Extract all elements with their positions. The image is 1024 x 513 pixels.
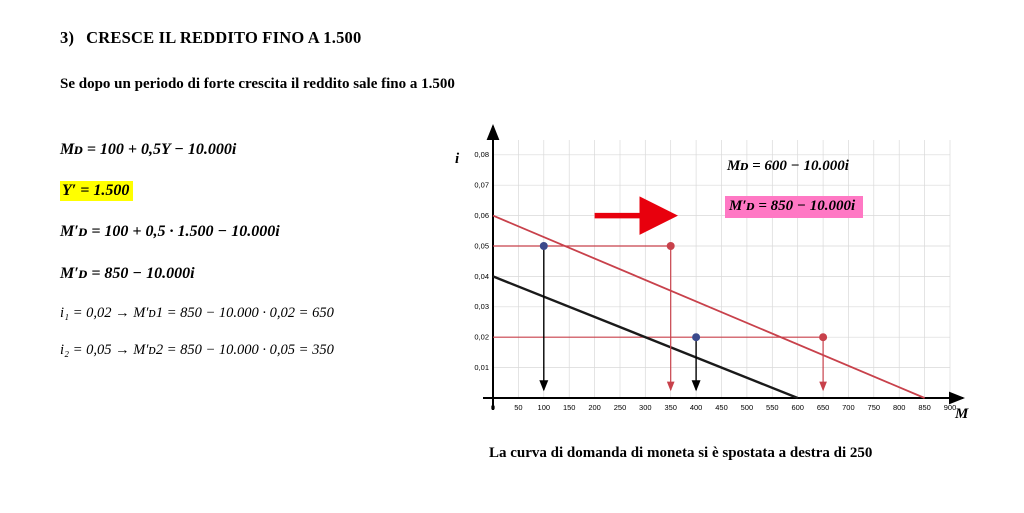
page-title-text: CRESCE IL REDDITO FINO A 1.500 <box>86 28 362 47</box>
equation-y-prime: Y′ = 1.500 <box>60 181 133 201</box>
svg-text:750: 750 <box>867 403 881 412</box>
y-axis-label: i <box>455 151 460 167</box>
chart-caption: La curva di domanda di moneta si è spostata a destra di 250 <box>489 445 873 461</box>
svg-text:300: 300 <box>639 403 652 412</box>
svg-text:0,04: 0,04 <box>474 271 489 281</box>
equation-i1-calc: i₁ = 0,02 → M′ᴅ1 = 850 − 10.000 · 0,02 = 650 <box>60 304 334 321</box>
svg-text:100: 100 <box>537 403 551 412</box>
svg-text:200: 200 <box>588 403 601 412</box>
svg-text:850: 850 <box>918 403 931 412</box>
svg-text:0,01: 0,01 <box>474 363 489 372</box>
svg-text:900: 900 <box>943 403 957 412</box>
svg-text:450: 450 <box>715 403 728 412</box>
svg-text:800: 800 <box>892 403 906 412</box>
svg-text:50: 50 <box>514 403 523 412</box>
svg-text:0,02: 0,02 <box>474 332 489 342</box>
equation-i2-calc: i₂ = 0,05 → M′ᴅ2 = 850 − 10.000 · 0,05 = 350 <box>60 342 334 359</box>
chart-note-md-prime: M′ᴅ = 850 − 10.000i <box>725 196 863 218</box>
marker-400-002 <box>692 333 700 341</box>
y-tick-labels <box>474 150 489 372</box>
svg-text:700: 700 <box>842 403 855 412</box>
money-demand-chart <box>455 118 975 428</box>
svg-text:0,05: 0,05 <box>474 241 489 251</box>
svg-text:150: 150 <box>562 403 576 412</box>
svg-text:0,06: 0,06 <box>474 211 489 220</box>
equation-md-prime-sub: M′ᴅ = 100 + 0,5 · 1.500 − 10.000i <box>60 223 280 241</box>
marker-650-002 <box>819 333 827 341</box>
svg-text:550: 550 <box>766 403 779 412</box>
subtitle: Se dopo un periodo di forte crescita il reddito sale fino a 1.500 <box>60 76 455 92</box>
svg-text:400: 400 <box>689 403 703 412</box>
marker-100-005 <box>540 242 548 250</box>
page-title <box>60 28 361 48</box>
equation-md-base: Mᴅ = 100 + 0,5Y − 10.000i <box>60 141 237 158</box>
svg-text:250: 250 <box>613 403 627 412</box>
svg-text:0: 0 <box>490 403 496 412</box>
svg-text:600: 600 <box>791 403 804 412</box>
equation-md-prime: M′ᴅ = 850 − 10.000i <box>60 264 195 282</box>
x-axis-label: M <box>955 406 969 422</box>
svg-text:0,03: 0,03 <box>474 302 489 312</box>
grid-vertical <box>493 140 950 398</box>
page-title-number: 3) <box>60 28 75 47</box>
x-tick-labels <box>491 403 956 412</box>
svg-text:650: 650 <box>816 403 830 412</box>
chart-svg <box>455 118 975 428</box>
chart-note-md: Mᴅ = 600 − 10.000i <box>727 158 849 174</box>
equation-column <box>60 140 440 380</box>
equation-y-prime-wrapper <box>60 181 440 200</box>
svg-text:0,07: 0,07 <box>474 180 489 190</box>
svg-text:500: 500 <box>740 403 754 412</box>
svg-text:0,08: 0,08 <box>474 150 489 160</box>
svg-text:350: 350 <box>664 403 677 412</box>
marker-350-005 <box>667 242 675 250</box>
